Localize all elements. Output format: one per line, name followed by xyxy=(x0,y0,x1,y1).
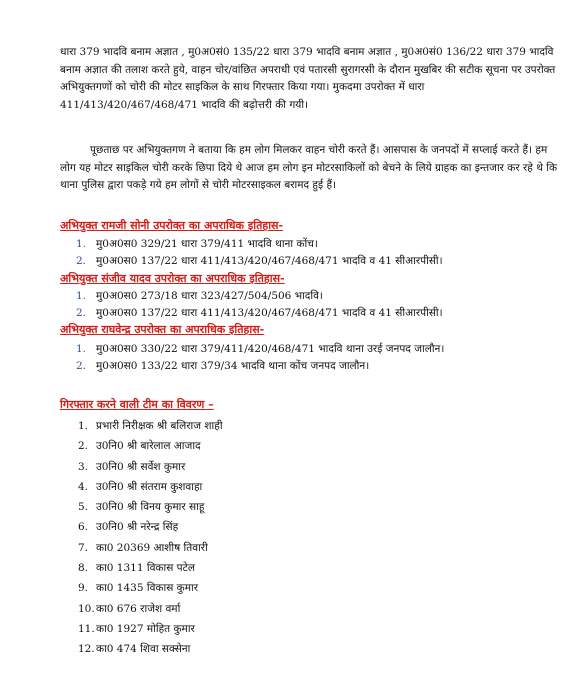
team-number: 12. xyxy=(78,643,95,656)
team-member xyxy=(78,416,223,436)
team-member-name: उ0नि0 श्री नरेन्द्र सिंह xyxy=(96,521,179,534)
list-number: 1. xyxy=(76,343,87,355)
list-number: 1. xyxy=(76,290,87,302)
list-text: मु0अ0स0 329/21 धारा 379/411 भादवि थाना कोंच। xyxy=(96,238,318,250)
list-text: मु0अ0स0 273/18 धारा 323/427/504/506 भादवि। xyxy=(96,290,323,302)
team-member xyxy=(78,457,223,477)
team-member-name: का0 474 शिवा सक्सेना xyxy=(96,643,191,656)
history-list-raghvendra xyxy=(76,341,444,375)
team-number: 5. xyxy=(78,501,89,514)
team-member-name: उ0नि0 श्री संतराम कुशवाहा xyxy=(96,480,203,493)
list-item xyxy=(76,341,444,358)
list-item xyxy=(76,288,443,305)
team-number: 7. xyxy=(78,541,89,554)
team-member-name: का0 1435 विकास कुमार xyxy=(96,582,198,595)
history-heading-sanjeev-yadav: अभियुक्त संजीव यादव उपरोक्त का अपराधिक इतिहास- xyxy=(60,272,285,285)
list-item xyxy=(76,253,443,270)
history-list-ramji-soni xyxy=(76,236,443,270)
team-number: 3. xyxy=(78,460,89,473)
team-number: 2. xyxy=(78,440,89,453)
team-member xyxy=(78,477,223,497)
team-member-name: उ0नि0 श्री विनय कुमार साहू xyxy=(96,501,205,514)
list-item xyxy=(76,358,444,375)
team-member xyxy=(78,497,223,517)
history-heading-ramji-soni: अभियुक्त रामजी सोनी उपरोक्त का अपराधिक इतिहास- xyxy=(60,219,284,232)
team-number: 11. xyxy=(78,622,95,635)
list-number: 2. xyxy=(76,360,87,372)
history-list-sanjeev-yadav xyxy=(76,288,443,322)
paragraph-arrest-details: धारा 379 भादवि बनाम अज्ञात , मु0अ0सं0 135/22 धारा 379 भादवि बनाम अज्ञात , मु0अ0सं0 136/22 धारा 379 भादवि बनाम अज्ञात की तलाश करते हुये, वाहन चोर/वांछित अपराधी एवं पतारसी सुरागरसी के दौरान मुखबिर की सटीक सूचना पर उपरोक्त अभियुक्तगणों को चोरी की मोटर साइकिल के साथ गिरफ्तार किया गया। मुकदमा उपरोक्त में धारा 411/413/420/467/468/471 भादवि की बढ़ोत्तरी की गयी। xyxy=(60,46,556,111)
list-text: मु0अ0स0 137/22 धारा 411/413/420/467/468/471 भादवि व 41 सीआरपीसी। xyxy=(96,255,443,267)
list-number: 1. xyxy=(76,238,87,250)
list-item xyxy=(76,305,443,322)
list-text: मु0अ0स0 137/22 धारा 411/413/420/467/468/471 भादवि व 41 सीआरपीसी। xyxy=(96,307,443,319)
team-member-name: का0 676 राजेश वर्मा xyxy=(96,602,181,615)
team-number: 4. xyxy=(78,480,89,493)
team-number: 8. xyxy=(78,562,89,575)
team-number: 1. xyxy=(78,420,89,432)
team-member xyxy=(78,558,223,578)
team-member-name: का0 1927 मोहित कुमार xyxy=(96,622,195,635)
team-number: 10. xyxy=(78,602,95,615)
team-member-name: उ0नि0 श्री बारेलाल आजाद xyxy=(96,440,201,453)
team-member xyxy=(78,639,223,659)
history-heading-raghvendra: अभियुक्त राघवेन्द्र उपरोक्त का अपराधिक इतिहास- xyxy=(60,323,265,336)
team-member-name: का0 1311 विकास पटेल xyxy=(96,562,196,575)
team-member-name: उ0नि0 श्री सर्वेश कुमार xyxy=(96,460,186,473)
list-text: मु0अ0स0 330/22 धारा 379/411/420/468/471 भादवि थाना उरई जनपद जालौन। xyxy=(96,343,445,355)
team-member-name: प्रभारी निरीक्षक श्री बलिराज शाही xyxy=(96,420,223,432)
list-text: मु0अ0स0 133/22 धारा 379/34 भादवि थाना कोंच जनपद जालौन। xyxy=(96,360,370,372)
paragraph-interrogation: पूछताछ पर अभियुक्तगण ने बताया कि हम लोग मिलकर वाहन चोरी करते हैं। आसपास के जनपदों में सप्लाई करते हैं। हम लोग यह मोटर साइकिल चोरी करके छिपा दिये थे आज हम लोग इन मोटरसाकिलों को बेचने के लिये ग्राहक का इन्तजार कर रहे थे कि थाना पुलिस द्वारा पकड़े गये हम लोगों से चोरी मोटरसाइकल बरामद हुई हैं। xyxy=(60,144,558,191)
team-number: 9. xyxy=(78,582,89,595)
team-member xyxy=(78,599,223,619)
team-list xyxy=(78,416,223,660)
team-member-name: का0 20369 आशीष तिवारी xyxy=(96,541,208,554)
team-member xyxy=(78,538,223,558)
team-member xyxy=(78,619,223,639)
team-member xyxy=(78,436,223,456)
team-heading: गिरफ्तार करने वाली टीम का विवरण – xyxy=(60,398,214,411)
team-member xyxy=(78,517,223,537)
list-number: 2. xyxy=(76,307,87,319)
team-number: 6. xyxy=(78,521,89,534)
team-member xyxy=(78,578,223,598)
list-item xyxy=(76,236,443,253)
list-number: 2. xyxy=(76,255,87,267)
